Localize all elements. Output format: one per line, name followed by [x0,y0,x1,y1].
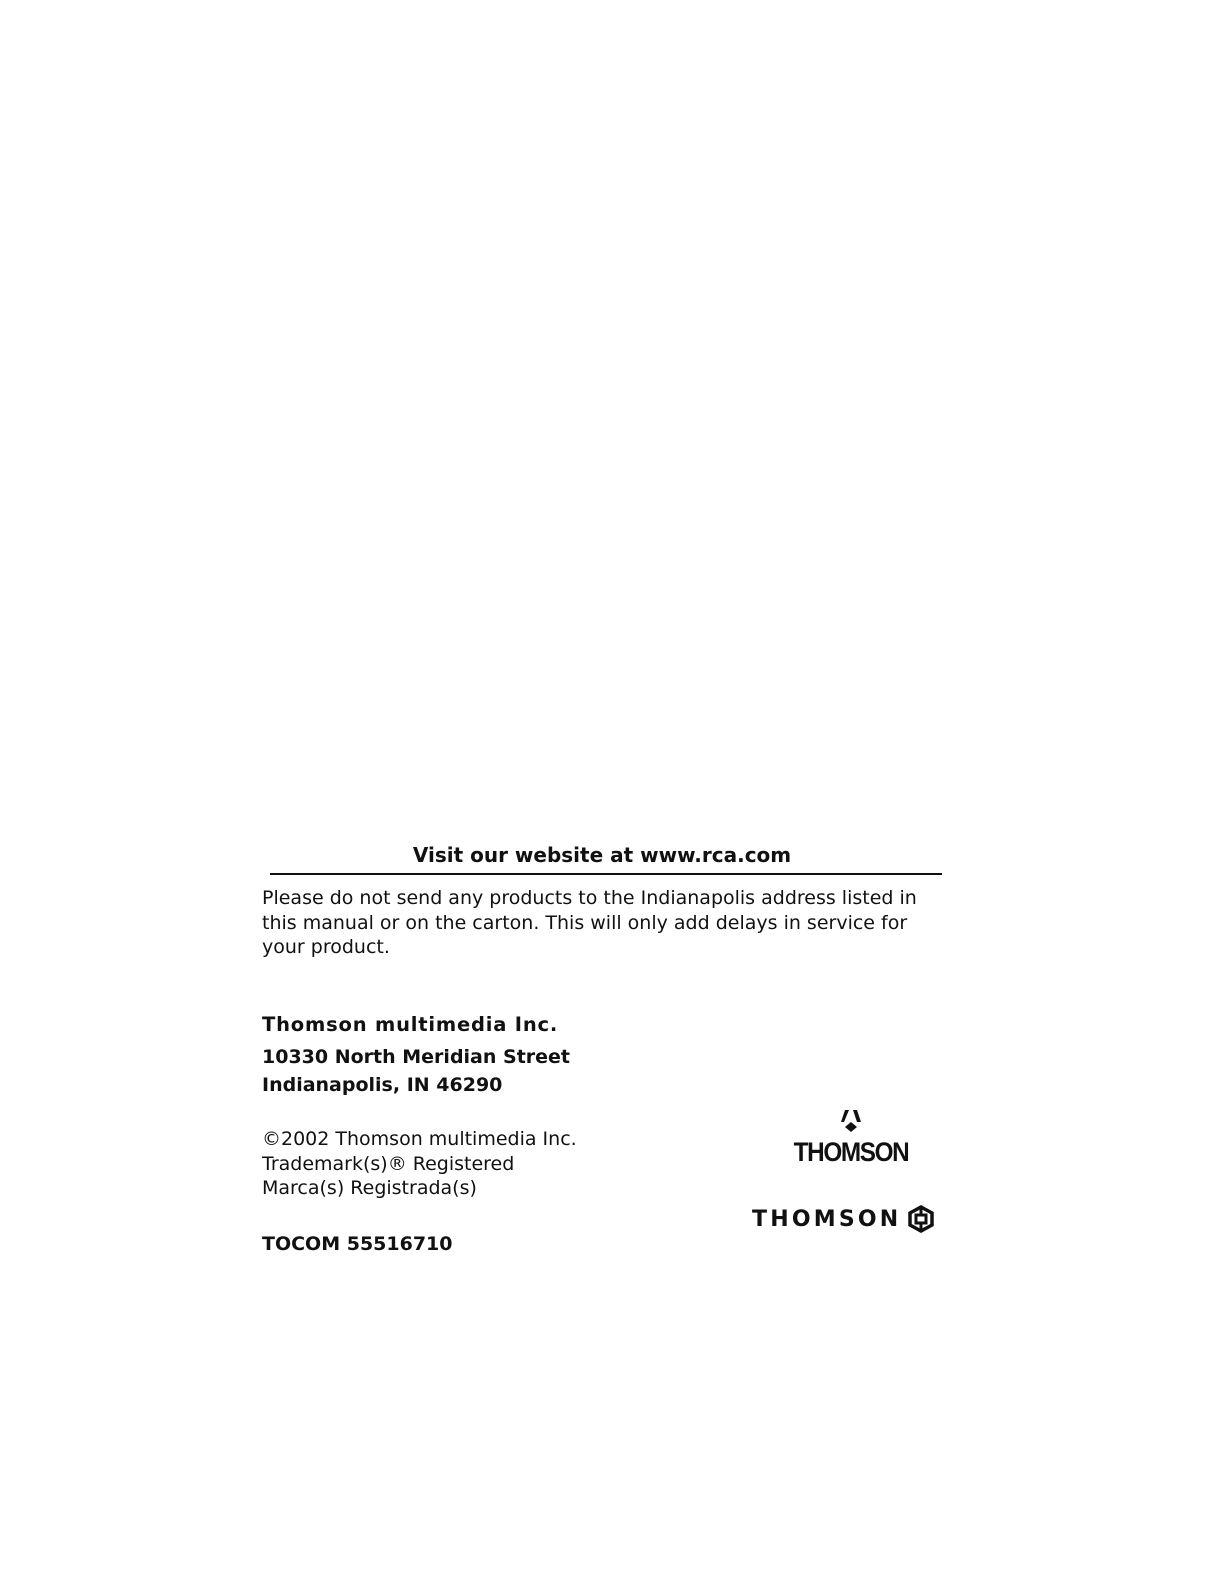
company-name: Thomson multimedia Inc. [262,1013,559,1036]
divider [270,873,942,875]
shipping-notice: Please do not send any products to the Indianapolis address listed in this manual or on the carton. This will only add delays in service for your product. [262,887,917,958]
copyright-line: ©2002 Thomson multimedia Inc. [262,1128,577,1150]
address-street: 10330 North Meridian Street [262,1046,571,1068]
trademark-line: Trademark(s)® Registered [262,1152,515,1175]
thomson-logo-secondary [752,1204,936,1234]
thomson-logo-primary [780,1108,922,1168]
company-address [262,1043,570,1099]
thomson-wordmark-secondary: THOMSON [752,1206,902,1232]
address-city: Indianapolis, IN 46290 [262,1074,503,1096]
thomson-hexagon-icon [906,1204,936,1234]
legal-block [262,1127,577,1201]
tocom-number: TOCOM 55516710 [262,1233,453,1255]
website-line: Visit our website at www.rca.com [412,843,792,867]
thomson-wordmark-primary: THOMSON [793,1137,909,1167]
marca-line: Marca(s) Registrada(s) [262,1177,477,1199]
thomson-emblem-icon [840,1108,862,1134]
